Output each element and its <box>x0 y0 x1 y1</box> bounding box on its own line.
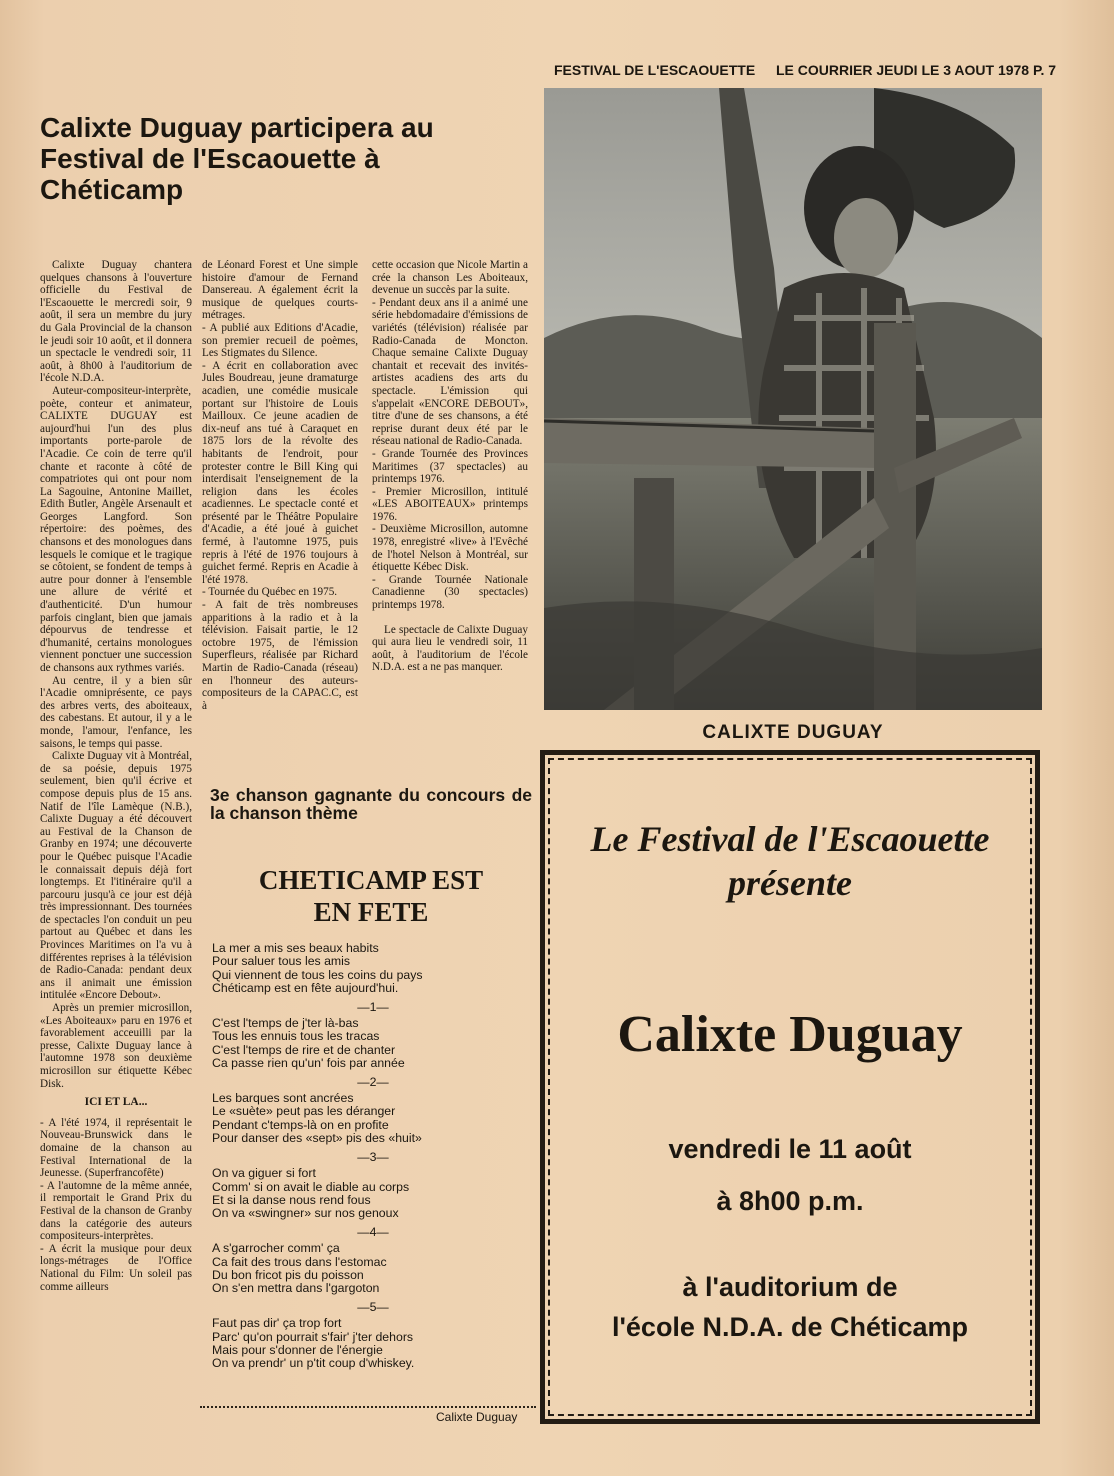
list-item: - A l'été 1974, il représentait le Nouveau-Brunswick dans le domaine de la chanson au Festival International de la Jeunesse. (Superfrancofête) <box>40 1116 192 1180</box>
list-item: cette occasion que Nicole Martin a crée la chanson Les Aboiteaux, devenue un succès par la suite. <box>372 259 528 297</box>
stanza-number: —1— <box>357 999 389 1014</box>
lyric-line: Parc' qu'on pourrait s'fair' j'ter dehors <box>212 1329 414 1344</box>
lyric-line: Ca passe rien qu'un' fois par année <box>212 1056 405 1071</box>
lyric-line: On s'en mettra dans l'gargoton <box>212 1281 380 1296</box>
closing-paragraph: Le spectacle de Calixte Duguay qui aura lieu le vendredi soir, 11 août, à l'auditorium de l'école N.D.A. est a ne pas manquer. <box>372 623 528 674</box>
list-item: de Léonard Forest et Une simple histoire d'amour de Fernand Dansereau. A également écrit la musique de quelques courts-métrages. <box>202 259 358 322</box>
photo-illustration <box>544 88 1042 710</box>
song-credit: Calixte Duguay <box>436 1410 518 1424</box>
song-title-line: EN FETE <box>313 897 429 927</box>
ad-date <box>545 1123 1035 1227</box>
stanza-number: —3— <box>357 1149 389 1164</box>
stanza-number: —4— <box>357 1224 389 1239</box>
list-item: - Grande Tournée Nationale Canadienne (30 spectacles) printemps 1978. <box>372 573 528 612</box>
ad-venue <box>545 1267 1035 1347</box>
list-item: - Tournée du Québec en 1975. <box>202 586 338 599</box>
lyric-line: Et si la danse nous rend fous <box>212 1192 371 1207</box>
ad-festival-title <box>545 817 1035 905</box>
section-title: FESTIVAL DE L'ESCAOUETTE <box>554 62 756 78</box>
lyric-line: Faut pas dir' ça trop fort <box>212 1316 342 1331</box>
article-column-1 <box>40 259 192 1293</box>
lyrics-stanza <box>212 1076 534 1146</box>
article-column-3 <box>372 259 528 674</box>
lyric-line: Du bon fricot pis du poisson <box>212 1267 364 1282</box>
lyric-line: Pendant c'temps-là on en profite <box>212 1117 389 1132</box>
lyric-line: C'est l'temps de rire et de chanter <box>212 1042 396 1057</box>
lyric-line: Mais pour s'donner de l'énergie <box>212 1342 383 1357</box>
paragraph: Calixte Duguay chantera quelques chansons à l'ouverture officielle du Festival de l'Escaouette le mercredi soir, 9 août, il sera un membre du jury du Gala Provincial de la chanson le jeudi soir 10 août, et il donnera un spectacle le vendredi soir, 11 août, à 8h00 à l'auditorium de l'école N.D.A. <box>40 259 192 385</box>
lyric-line: Qui viennent de tous les coins du pays <box>212 967 423 982</box>
list-item: - A publié aux Editions d'Acadie, son premier recueil de poèmes, Les Stigmates du Silence. <box>202 321 358 360</box>
ad-time-line: à 8h00 p.m. <box>716 1186 864 1216</box>
newspaper-dateline: LE COURRIER JEUDI LE 3 AOUT 1978 P. 7 <box>776 62 1057 78</box>
paragraph: Au centre, il y a bien sûr l'Acadie omniprésente, ce pays des arbres verts, des aboiteaux, des cabestans. Et autour, il y a le monde, l'amour, l'enfance, les saisons, le temps qui passe. <box>40 674 192 750</box>
paragraph: Auteur-compositeur-interprète, poète, conteur et animateur, CALIXTE DUGUAY est aujourd'hui l'un des plus importants porte-parole de l'Acadie. Ce coin de terre qu'il chante et raconte à côté de compatriotes qui ont pour nom La Sagouine, Antonine Maillet, Edith Butler, Angèle Arsenault et Georges Langford. Son répertoire: des poèmes, des chansons et des monologues dans lesquels le comique et le tragique se côtoient, se fondent de temps à autre pour donner à l'ensemble une allure de vérité et d'authenticité. D'un humour parfois cinglant, bien que jamais dépourvus de tendresse et d'humanité, certains monologues viennent ponctuer une succession de chansons aux rythmes variés. <box>40 384 192 674</box>
lyric-line: Pour danser des «sept» pis des «huit» <box>212 1131 422 1146</box>
concert-advertisement <box>540 750 1040 1424</box>
lyric-line: Les barques sont ancrées <box>212 1091 354 1106</box>
ad-venue-line: à l'auditorium de <box>682 1272 898 1302</box>
lyric-line: On va «swingner» sur nos genoux <box>212 1206 399 1221</box>
lyric-line: On va giguer si fort <box>212 1166 316 1181</box>
stanza-number: —2— <box>357 1074 389 1089</box>
lyrics-stanza <box>212 1001 534 1071</box>
list-item: - A écrit la musique pour deux longs-métrages de l'Office National du Film: Un soleil pas comme ailleurs <box>40 1242 192 1293</box>
paragraph: Après un premier microsillon, «Les Aboiteaux» paru en 1976 et favorablement acceuilli par la presse, Calixte Duguay lance à l'automne 1978 son deuxième microsillon sur étiquette Kébec Disk. <box>40 1002 192 1090</box>
lyric-line: Comm' si on avait le diable au corps <box>212 1179 410 1194</box>
lyrics-stanza <box>212 942 534 996</box>
lyric-line: La mer a mis ses beaux habits <box>212 941 379 955</box>
portrait-photo <box>544 88 1042 710</box>
list-item: - Deuxième Microsillon, automne 1978, enregistré «live» à l'Evêché de l'hotel Nelson à Montréal, sur étiquette Kébec Disk. <box>372 523 528 574</box>
photo-caption: CALIXTE DUGUAY <box>702 722 884 743</box>
lyrics-stanza <box>212 1226 534 1296</box>
lyrics-stanza <box>212 1151 534 1221</box>
ad-presents-line: présente <box>728 863 852 903</box>
lyric-line: C'est l'temps de j'ter là-bas <box>212 1016 359 1031</box>
contest-heading: 3e chanson gagnante du concours de la chanson thème <box>210 785 532 823</box>
lyric-line: Tous les ennuis tous les tracas <box>212 1029 380 1044</box>
ad-date-line: vendredi le 11 août <box>668 1134 912 1164</box>
article-headline: Calixte Duguay participera au Festival de l'Escaouette à Chéticamp <box>40 112 434 205</box>
paragraph: Calixte Duguay vit à Montréal, de sa poésie, depuis 1975 seulement, bien qu'il écrive et compose depuis plus de 15 ans. Natif de l'île Lamèque (N.B.), Calixte Duguay a été découvert au Festival de la Chanson de Granby en 1974; une découverte pour le Québec puisque l'Acadie le connaissait depuis déjà fort longtemps. Et l'itinéraire qu'il a parcouru jusqu'à ce jour est déjà très impressionnant. Des tournées de spectacles l'on conduit un peu partout au Québec et dans les Provinces Maritimes on l'a vu à différentes reprises à la télévision de Radio-Canada: pendant deux ans il animait une émission intitulée «Encore Debout». <box>40 750 192 1002</box>
article-column-2 <box>202 259 358 712</box>
lyric-line: A s'garrocher comm' ça <box>212 1241 340 1256</box>
subhead: ICI ET LA... <box>84 1096 148 1109</box>
song-lyrics <box>212 942 534 1376</box>
page-header <box>548 62 1057 84</box>
stanza-number: —5— <box>357 1299 389 1314</box>
list-item: - Premier Microsillon, intitulé «LES ABOITEAUX» printemps 1976. <box>372 485 528 523</box>
dotted-divider <box>200 1406 536 1408</box>
lyric-line: Pour saluer tous les amis <box>212 954 351 969</box>
ad-festival-line: Le Festival de l'Escaouette <box>590 819 990 859</box>
list-item: - A fait de très nombreuses apparitions à la radio et à la télévision. Faisait partie, le 12 octobre 1975, de l'émission Superfleurs, réalisée par Richard Martin de Radio-Canada (réseau) en l'honneur des auteurs-compositeurs de la CAPAC.C, est à <box>202 599 358 712</box>
lyric-line: Le «suète» peut pas les déranger <box>212 1104 396 1119</box>
list-item: - Grande Tournée des Provinces Maritimes (37 spectacles) au printemps 1976. <box>372 447 528 486</box>
list-item: - Pendant deux ans il a animé une série hebdomadaire d'émissions de variétés (télévision) réalisée par Radio-Canada de Moncton. Chaque semaine Calixte Duguay chantait et recevait des invités-artistes acadiens des arts du spectacle. L'émission qui s'appelait «ENCORE DEBOUT», titre d'une de ses chansons, a été reprise durant deux été par le réseau national de Radio-Canada. <box>372 296 528 448</box>
ad-performer-name: Calixte Duguay <box>617 1006 963 1063</box>
lyrics-stanza <box>212 1301 534 1371</box>
ad-venue-line: l'école N.D.A. de Chéticamp <box>611 1312 968 1342</box>
song-title-line: CHETICAMP EST <box>258 865 484 895</box>
list-item: - A écrit en collaboration avec Jules Boudreau, jeune dramaturge acadien, une comédie musicale portant sur l'histoire de Louis Mailloux. Ce jeune acadien de dix-neuf ans tué à Caraquet en 1875 lors de la révolte des habitants de l'endroit, pour protester contre le Bill King qui interdisait l'enseignement de la religion dans les écoles acadiennes. Le spectacle conté et présenté par le Théâtre Populaire d'Acadie, a été joué à guichet fermé, à l'automne 1975, puis repris à l'été de 1976 toujours à guichet fermé. Repris en Acadie à l'été 1978. <box>202 359 358 586</box>
list-item: - A l'automne de la même année, il remportait le Grand Prix du Festival de la chanson de Granby dans la catégorie des auteurs compositeurs-interprètes. <box>40 1179 192 1243</box>
lyric-line: Chéticamp est en fête aujourd'hui. <box>212 981 399 996</box>
lyric-line: Ca fait des trous dans l'estomac <box>212 1254 387 1269</box>
song-title <box>210 864 532 928</box>
lyric-line: On va prendr' un p'tit coup d'whiskey. <box>212 1356 415 1371</box>
